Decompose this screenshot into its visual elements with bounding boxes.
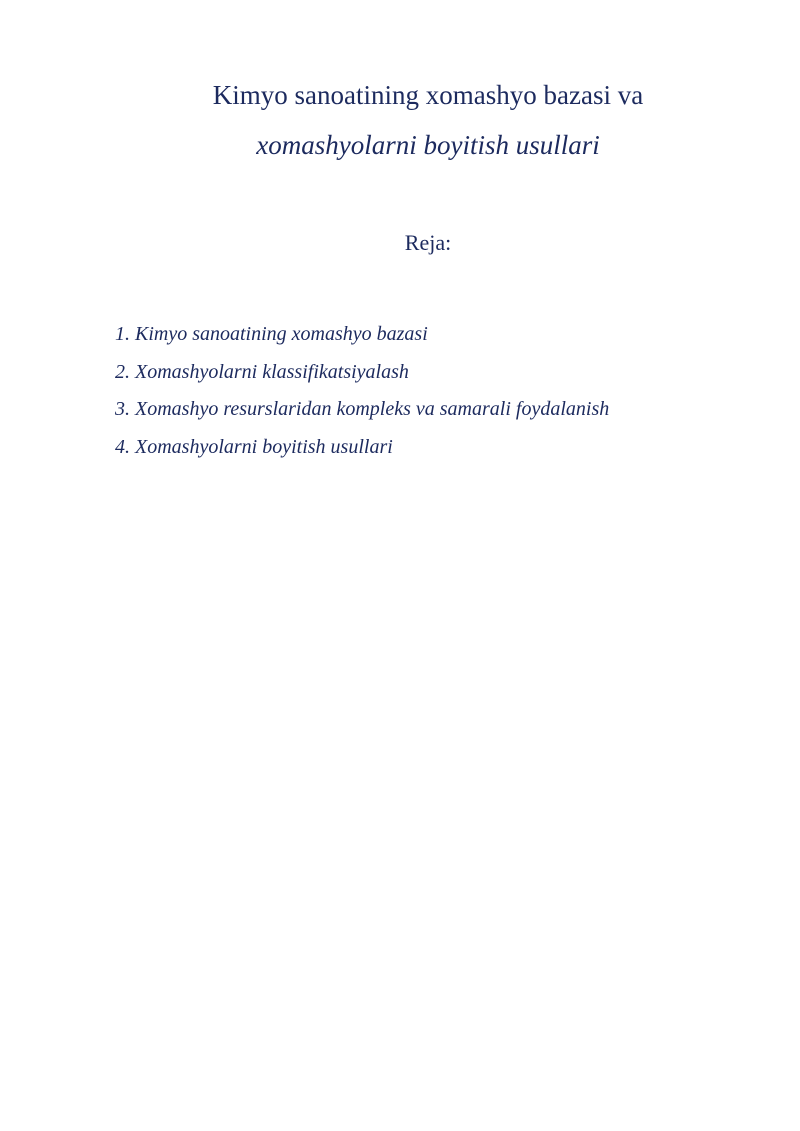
plan-item-4: 4. Xomashyolarni boyitish usullari xyxy=(115,435,393,458)
plan-item-2: 2. Xomashyolarni klassifikatsiyalash xyxy=(115,360,409,383)
plan-item-1: 1. Kimyo sanoatining xomashyo bazasi xyxy=(115,323,428,345)
plan-item-3: 3. Xomashyo resurslaridan kompleks va samarali foydalanish xyxy=(115,398,610,420)
plan-list xyxy=(115,320,609,470)
plan-heading: Reja: xyxy=(404,230,452,255)
document-title-line-2: xomashyolarni boyitish usullari xyxy=(256,130,600,160)
document-title-line-1: Kimyo sanoatining xomashyo bazasi va xyxy=(212,80,644,110)
